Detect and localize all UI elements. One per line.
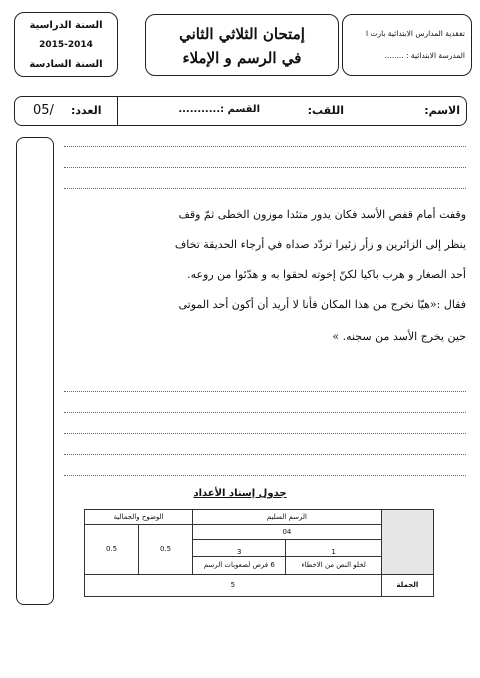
- name-label: الاسم:: [424, 104, 460, 117]
- max-score-cell: 04: [193, 524, 382, 539]
- dictation-line: حين يخرج الأسد من سجنه. »: [332, 330, 466, 343]
- class-label: القسم :...........: [178, 104, 260, 115]
- dictation-line: فقال :«هيّا نخرج من هذا المكان فأنا لا أريد أن أكون أحد الموتى: [178, 298, 466, 311]
- writing-line: [64, 146, 466, 147]
- writing-line: [64, 412, 466, 413]
- dictation-line: وقفت أمام قفص الأسد فكان يدور متئدا موزون الخطى ثمّ وقف: [178, 208, 466, 221]
- exam-title: إمتحان الثلاثي الثاني: [179, 25, 305, 43]
- school-year-title: السنة الدراسية: [29, 20, 103, 31]
- criterion-text: لخلو النص من الاخطاء: [286, 557, 381, 574]
- score-value: 05/: [33, 103, 54, 118]
- writing-line: [64, 391, 466, 392]
- criterion-num: 1: [286, 539, 381, 556]
- score-divider: [117, 97, 118, 125]
- correct-writing-header: الرسم السليم: [193, 510, 382, 525]
- grading-table-title: جدول إسناد الأعداد: [193, 488, 287, 499]
- total-value: 5: [85, 574, 382, 596]
- surname-label: اللقب:: [307, 104, 344, 117]
- writing-line: [64, 188, 466, 189]
- score-label: العدد:: [71, 104, 102, 117]
- dictation-line: أحد الصغار و هرب باكيا لكنّ إخوته لحقوا به و هدّئوا من روعه.: [187, 268, 466, 281]
- grading-table: [84, 509, 434, 597]
- clarity-header: الوضوح والجمالية: [85, 510, 193, 525]
- dictation-line: ينظر إلى الزائرين و زأر زئيرا تردّد صداه في أرجاء الحديقة تخاف: [174, 238, 466, 251]
- school-year-box: [14, 12, 118, 77]
- total-label: الجملة: [381, 574, 433, 596]
- student-info-bar: [14, 96, 467, 126]
- margin-column: [16, 137, 54, 605]
- writing-line: [64, 167, 466, 168]
- clarity-score-cell: 0.5: [139, 524, 193, 574]
- exam-subject: في الرسم و الإملاء: [182, 49, 302, 67]
- criterion-text: 6 فرص لصعوبات الرسم: [193, 557, 286, 574]
- total-label-header-cell: [381, 510, 433, 575]
- writing-line: [64, 454, 466, 455]
- school-years: 2015-2014: [39, 40, 93, 50]
- district-box: [342, 14, 472, 76]
- district-text: تفقدية المدارس الابتدائية بارت ا: [365, 29, 465, 38]
- exam-title-box: [145, 14, 339, 76]
- clarity-score-cell: 0.5: [85, 524, 139, 574]
- school-label: المدرسة الابتدائية : ........: [384, 51, 465, 60]
- writing-line: [64, 433, 466, 434]
- writing-line: [64, 475, 466, 476]
- grade-label: السنة السادسة: [29, 59, 103, 70]
- criterion-num: 3: [193, 539, 286, 556]
